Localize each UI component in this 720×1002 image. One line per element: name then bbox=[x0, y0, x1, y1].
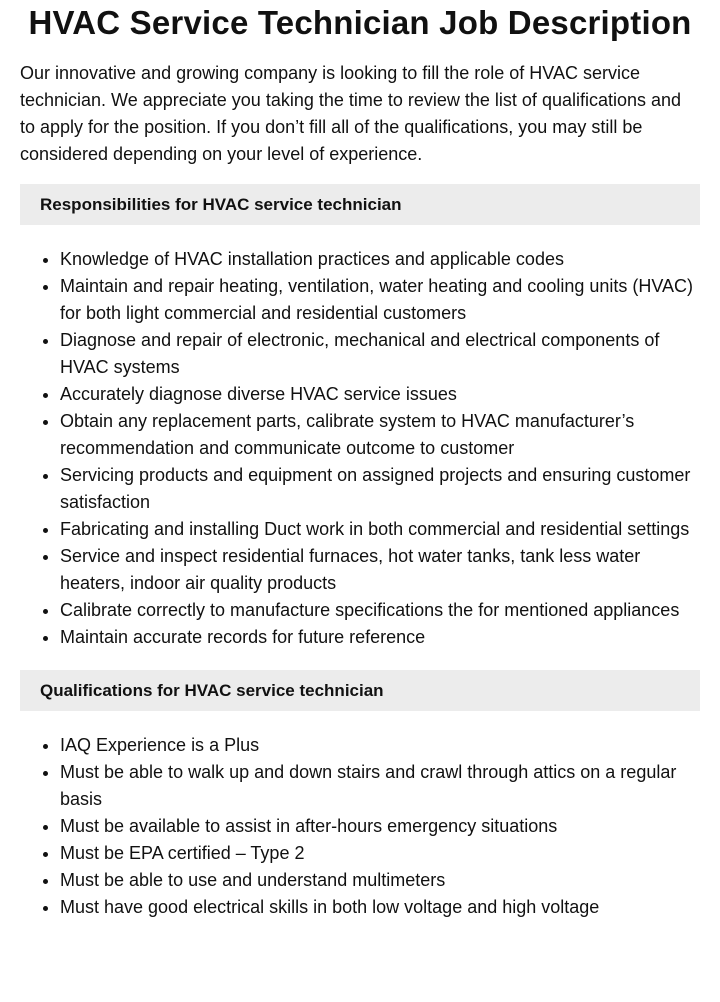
list-item: • Must be able to use and understand multimeters bbox=[60, 867, 700, 894]
list-item: • Accurately diagnose diverse HVAC service issues bbox=[60, 381, 700, 408]
list-item: • Obtain any replacement parts, calibrate system to HVAC manufacturer’s recommendation and communicate outcome to customer bbox=[60, 408, 700, 462]
list-item: • Must be able to walk up and down stairs and crawl through attics on a regular basis bbox=[60, 759, 700, 813]
list-item: • Diagnose and repair of electronic, mechanical and electrical components of HVAC systems bbox=[60, 327, 700, 381]
list-item: • Service and inspect residential furnaces, hot water tanks, tank less water heaters, indoor air quality products bbox=[60, 543, 700, 597]
list-item: • Maintain and repair heating, ventilation, water heating and cooling units (HVAC) for both light commercial and residential customers bbox=[60, 273, 700, 327]
list-item: • Servicing products and equipment on assigned projects and ensuring customer satisfaction bbox=[60, 462, 700, 516]
list-item: • Fabricating and installing Duct work in both commercial and residential settings bbox=[60, 516, 700, 543]
list-item: • Calibrate correctly to manufacture specifications the for mentioned appliances bbox=[60, 597, 700, 624]
list-item: • Must be available to assist in after-hours emergency situations bbox=[60, 813, 700, 840]
responsibilities-heading: Responsibilities for HVAC service technician bbox=[20, 184, 700, 225]
responsibilities-list bbox=[20, 246, 700, 651]
intro-paragraph: Our innovative and growing company is looking to fill the role of HVAC service technician. We appreciate you taking the time to review the list of qualifications and to apply for the position. If you don’t fill all of the qualifications, you may still be considered depending on your level of experience. bbox=[20, 63, 682, 164]
qualifications-list bbox=[20, 732, 700, 921]
list-item: • Maintain accurate records for future reference bbox=[60, 624, 700, 651]
list-item: • Knowledge of HVAC installation practices and applicable codes bbox=[60, 246, 700, 273]
list-item: • IAQ Experience is a Plus bbox=[60, 732, 700, 759]
list-item: • Must have good electrical skills in both low voltage and high voltage bbox=[60, 894, 700, 921]
list-item: • Must be EPA certified – Type 2 bbox=[60, 840, 700, 867]
page-title: HVAC Service Technician Job Description bbox=[28, 4, 692, 41]
qualifications-heading: Qualifications for HVAC service technician bbox=[20, 670, 700, 711]
